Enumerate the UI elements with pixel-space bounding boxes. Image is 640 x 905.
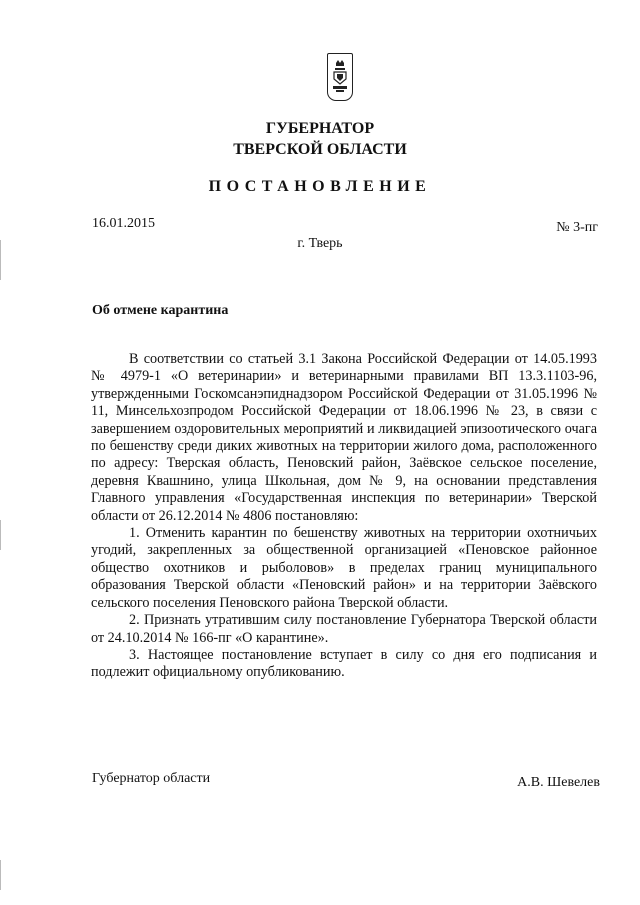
clause-1-paragraph: 1. Отменить карантин по бешенству животных на территории охотничьих угодий, закрепленных за общественной организацией «Пеновское районное общество охотников и рыболовов» в пределах границ муниципального образования Тверской области «Пеновский район» и на территории Заёвского сельского поселения Пеновского района Тверской области.	[91, 525, 597, 611]
scan-edge-mark	[0, 240, 1, 280]
clause-2-paragraph: 2. Признать утратившим силу постановление Губернатора Тверской области от 24.10.2014 № 166-пг «О карантине».	[91, 612, 597, 646]
document-city: г. Тверь	[297, 236, 343, 251]
coat-of-arms-icon	[327, 53, 353, 101]
signatory-name: А.В. Шевелев	[517, 775, 600, 790]
document-subject: Об отмене карантина	[92, 303, 229, 318]
governor-title: ГУБЕРНАТОР	[265, 120, 375, 137]
signatory-position: Губернатор области	[92, 771, 211, 786]
document-number: № 3-пг	[556, 220, 598, 235]
region-title: ТВЕРСКОЙ ОБЛАСТИ	[233, 141, 407, 158]
scan-edge-mark	[0, 860, 1, 890]
clause-3-paragraph: 3. Настоящее постановление вступает в силу со дня его подписания и подлежит официальному опубликованию.	[91, 646, 597, 681]
document-body	[91, 351, 597, 682]
document-type: ПОСТАНОВЛЕНИЕ	[208, 178, 432, 195]
document-date: 16.01.2015	[92, 216, 155, 231]
preamble-paragraph: В соответствии со статьей 3.1 Закона Российской Федерации от 14.05.1993 № 4979-1 «О ветеринарии» и ветеринарными правилами ВП 13.3.1103-96, утвержденными Госкомсанэпиднадзором Российской Федерации от 31.05.1996 № 11, Минсельхозпродом Российской Федерации от 18.06.1996 № 23, в связи с завершением оздоровительных мероприятий и ликвидацией эпизоотического очага по бешенству среди диких животных на территории жилого дома, расположенного по адресу: Тверская область, Пеновский район, Заёвское сельское поселение, деревня Квашнино, улица Школьная, дом № 9, на основании представления Главного управления «Государственная инспекция по ветеринарии» Тверской области от 26.12.2014 № 4806 постановляю:	[91, 351, 597, 524]
scan-edge-mark	[0, 520, 1, 550]
emblem-drawing	[330, 57, 350, 97]
